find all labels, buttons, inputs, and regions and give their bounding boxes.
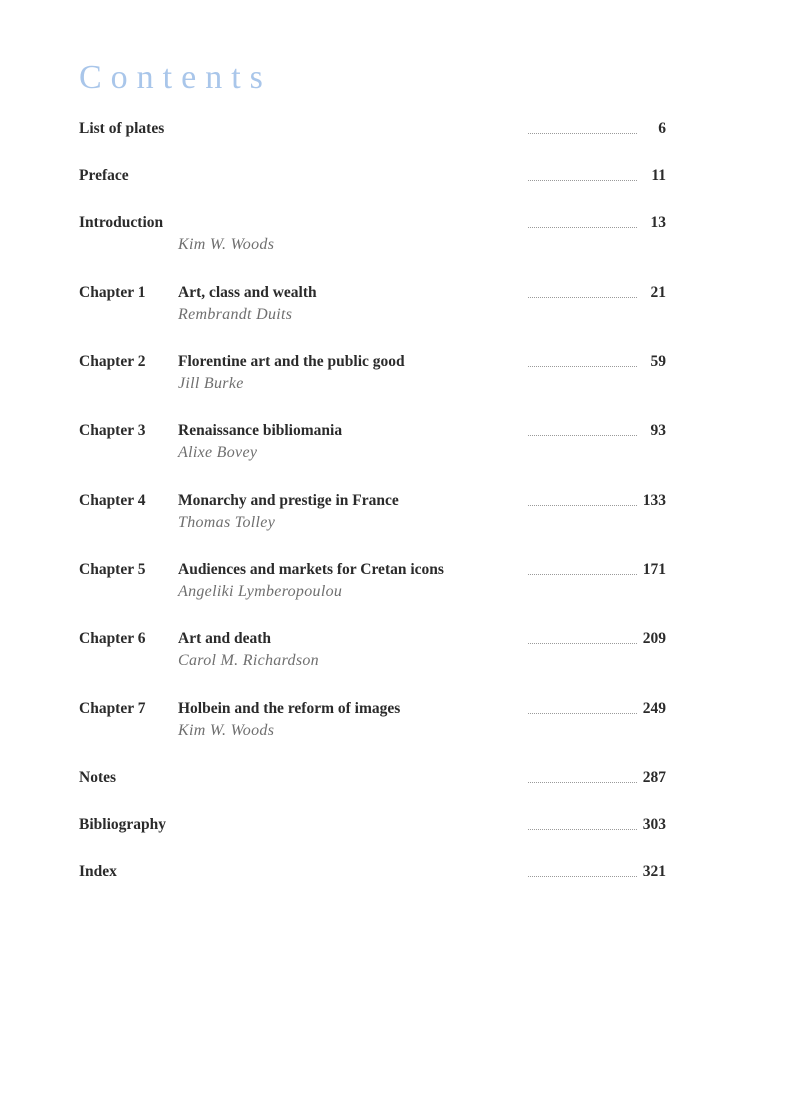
entry-author: Alixe Bovey [178, 444, 258, 461]
entry-page-number: 303 [642, 816, 666, 833]
entry-label: List of plates [79, 120, 165, 137]
entry-title: Monarchy and prestige in France [178, 492, 399, 509]
toc-entry-chapter-1[interactable] [79, 284, 667, 330]
dot-leader [528, 180, 637, 181]
entry-page-number: 21 [650, 284, 666, 301]
entry-title: Holbein and the reform of images [178, 700, 401, 717]
entry-label: Index [79, 863, 117, 880]
entry-author: Jill Burke [178, 375, 244, 392]
entry-label: Chapter 2 [79, 353, 146, 370]
toc-entry-introduction[interactable] [79, 214, 667, 260]
page-title: Contents [79, 59, 272, 96]
entry-author: Thomas Tolley [178, 514, 276, 531]
dot-leader [528, 829, 637, 830]
entry-page-number: 249 [642, 700, 666, 717]
entry-page-number: 321 [642, 863, 666, 880]
entry-author: Kim W. Woods [178, 236, 275, 253]
entry-page-number: 13 [650, 214, 666, 231]
toc-entry-notes[interactable] [79, 769, 667, 815]
toc-entry-chapter-7[interactable] [79, 700, 667, 746]
dot-leader [528, 133, 637, 134]
dot-leader [528, 435, 637, 436]
dot-leader [528, 574, 637, 575]
toc-entry-chapter-6[interactable] [79, 630, 667, 676]
entry-label: Chapter 6 [79, 630, 146, 647]
toc-entry-list-of-plates[interactable] [79, 120, 667, 166]
toc-entry-chapter-2[interactable] [79, 353, 667, 399]
dot-leader [528, 297, 637, 298]
entry-label: Preface [79, 167, 129, 184]
entry-page-number: 59 [650, 353, 666, 370]
entry-label: Chapter 5 [79, 561, 146, 578]
entry-title: Art, class and wealth [178, 284, 317, 301]
entry-title: Art and death [178, 630, 272, 647]
entry-author: Kim W. Woods [178, 722, 275, 739]
entry-label: Bibliography [79, 816, 166, 833]
dot-leader [528, 713, 637, 714]
dot-leader [528, 505, 637, 506]
dot-leader [528, 643, 637, 644]
entry-title: Audiences and markets for Cretan icons [178, 561, 444, 578]
dot-leader [528, 227, 637, 228]
entry-page-number: 209 [642, 630, 666, 647]
entry-label: Chapter 4 [79, 492, 146, 509]
toc-entry-chapter-3[interactable] [79, 422, 667, 468]
toc-entry-bibliography[interactable] [79, 816, 667, 862]
toc-entry-index[interactable] [79, 863, 667, 909]
entry-author: Carol M. Richardson [178, 652, 319, 669]
dot-leader [528, 366, 637, 367]
entry-page-number: 6 [658, 120, 666, 137]
entry-author: Angeliki Lymberopoulou [178, 583, 343, 600]
entry-page-number: 287 [642, 769, 666, 786]
entry-label: Chapter 1 [79, 284, 146, 301]
entry-label: Notes [79, 769, 117, 786]
toc-entry-preface[interactable] [79, 167, 667, 213]
toc-entry-chapter-4[interactable] [79, 492, 667, 538]
entry-page-number: 93 [650, 422, 666, 439]
entry-title: Florentine art and the public good [178, 353, 405, 370]
entry-page-number: 11 [651, 167, 666, 184]
entry-page-number: 133 [642, 492, 666, 509]
entry-label: Chapter 7 [79, 700, 146, 717]
entry-label: Introduction [79, 214, 164, 231]
entry-page-number: 171 [642, 561, 666, 578]
dot-leader [528, 782, 637, 783]
entry-title: Renaissance bibliomania [178, 422, 343, 439]
dot-leader [528, 876, 637, 877]
entry-author: Rembrandt Duits [178, 306, 293, 323]
entry-label: Chapter 3 [79, 422, 146, 439]
toc-entry-chapter-5[interactable] [79, 561, 667, 607]
